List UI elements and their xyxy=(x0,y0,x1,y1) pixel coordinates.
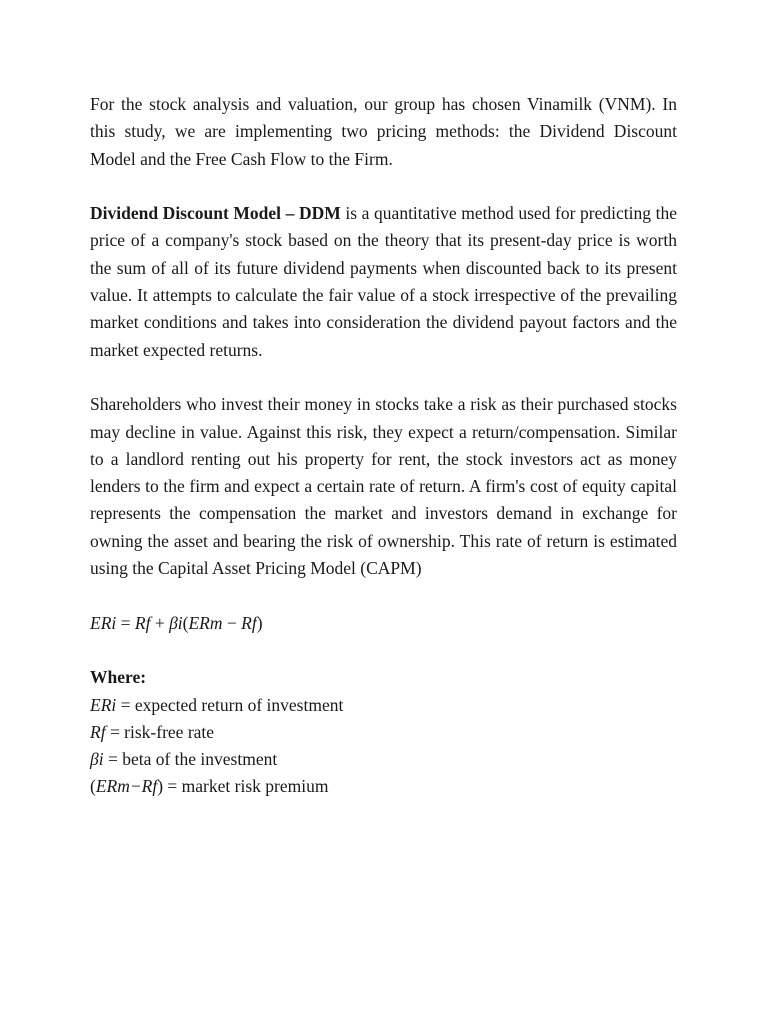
where-definition: = risk-free rate xyxy=(105,721,215,742)
where-definition: = beta of the investment xyxy=(103,749,278,770)
intro-paragraph: For the stock analysis and valuation, our group has chosen Vinamilk (VNM). In this study, we are implementing two pricing methods: the Dividend Discount Model and the Free Cash Flow to the Firm. xyxy=(90,94,677,169)
formula-rf2: Rf xyxy=(241,612,257,633)
document-page xyxy=(90,91,677,801)
where-definition: = market risk premium xyxy=(163,776,329,797)
where-item-beta xyxy=(90,746,677,773)
formula-minus: − xyxy=(222,612,242,633)
where-item-rf xyxy=(90,719,677,746)
formula-equals: = xyxy=(116,612,135,633)
formula-eri: ERi xyxy=(90,612,117,633)
formula-plus: + xyxy=(150,612,170,633)
formula-rf: Rf xyxy=(134,612,151,633)
where-close-paren: ) xyxy=(157,776,164,797)
where-symbol: ERi xyxy=(90,694,117,715)
capm-formula xyxy=(90,610,677,637)
ddm-term: Dividend Discount Model – DDM xyxy=(90,203,341,224)
where-block xyxy=(90,664,677,800)
formula-erm: ERm xyxy=(188,612,223,633)
formula-beta: βi xyxy=(169,612,183,633)
where-item-premium xyxy=(90,773,677,800)
where-definition: = expected return of investment xyxy=(116,694,344,715)
where-title: Where: xyxy=(90,667,147,688)
where-symbol: βi xyxy=(90,749,104,770)
where-symbol: Rf xyxy=(90,721,106,742)
where-open-paren: ( xyxy=(90,776,96,797)
shareholders-paragraph: Shareholders who invest their money in stocks take a risk as their purchased stocks may decline in value. Against this risk, they expect a return/compensation. Similar to a landlord renting out his property for rent, the stock investors act as money lenders to the firm and expect a certain rate of return. A firm's cost of equity capital represents the compensation the market and investors demand in exchange for owning the asset and bearing the risk of ownership. This rate of return is estimated using the Capital Asset Pricing Model (CAPM) xyxy=(90,394,677,579)
ddm-text: is a quantitative method used for predicting the price of a company's stock based on the theory that its present-day price is worth the sum of all of its future dividend payments when discounted back to its present value. It attempts to calculate the fair value of a stock irrespective of the prevailing market conditions and takes into consideration the dividend payout factors and the market expected returns. xyxy=(90,203,677,360)
formula-close-paren: ) xyxy=(256,612,263,633)
formula-open-paren: ( xyxy=(182,612,189,633)
ddm-paragraph xyxy=(90,200,677,364)
where-item-eri xyxy=(90,692,677,719)
where-symbol: ERm−Rf xyxy=(95,776,158,797)
